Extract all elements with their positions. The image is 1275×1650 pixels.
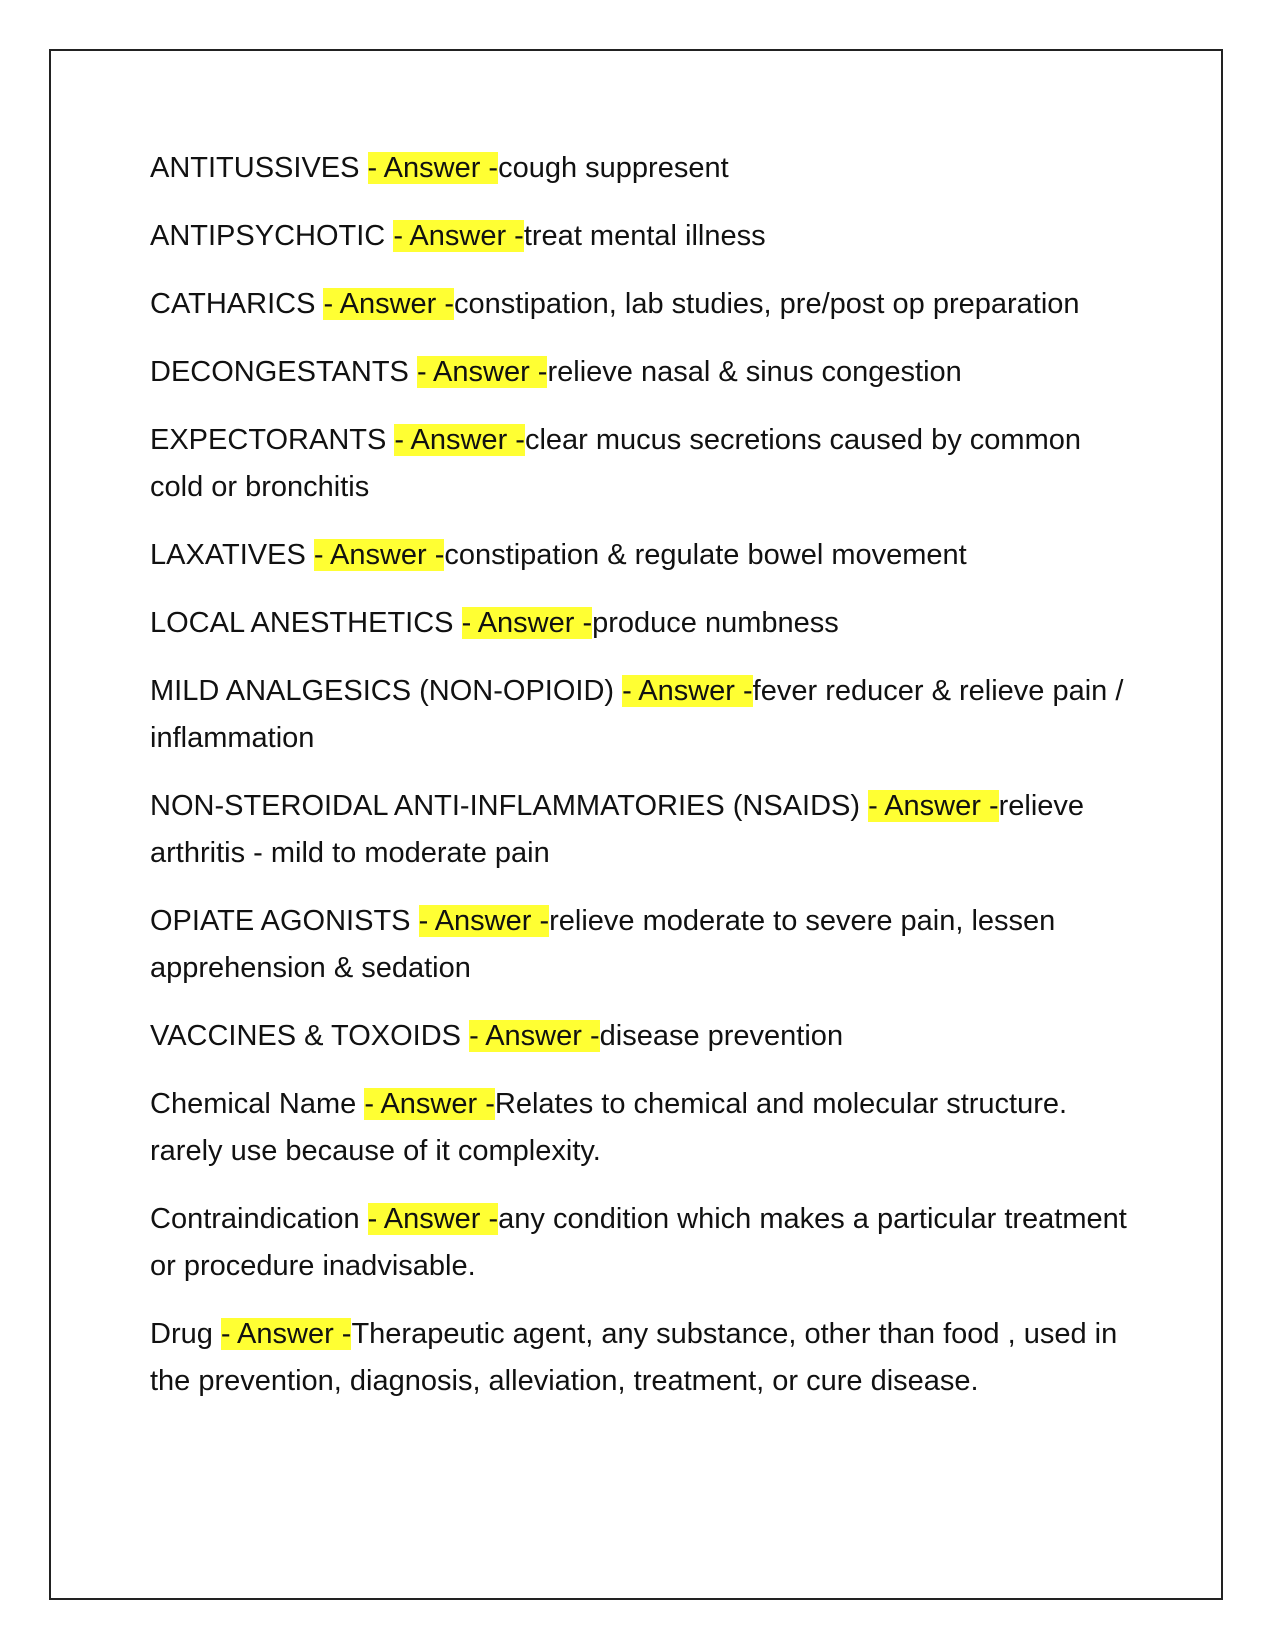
entry-term: Drug	[150, 1318, 221, 1350]
entry-nsaids	[150, 783, 1130, 877]
entry-definition: any condition which makes a particular treatment or procedure inadvisable.	[150, 1203, 1127, 1282]
entry-term: LOCAL ANESTHETICS	[150, 607, 462, 639]
entry-antipsychotic	[150, 213, 1130, 260]
entry-definition: relieve nasal & sinus congestion	[547, 356, 962, 388]
answer-highlight: - Answer -	[323, 288, 455, 320]
answer-highlight: - Answer -	[622, 675, 753, 707]
entry-definition: relieve moderate to severe pain, lessen apprehension & sedation	[150, 905, 1056, 984]
answer-highlight: - Answer -	[868, 790, 999, 822]
answer-highlight: - Answer -	[313, 539, 445, 571]
entry-definition: constipation & regulate bowel movement	[444, 539, 967, 571]
entry-definition: disease prevention	[599, 1020, 844, 1052]
entry-term: ANTITUSSIVES	[150, 152, 368, 184]
entry-term: CATHARICS	[150, 288, 324, 320]
entry-term: DECONGESTANTS	[150, 356, 417, 388]
flashcard-list	[150, 145, 1130, 1426]
entry-laxatives	[150, 532, 1130, 579]
entry-decongestants	[150, 349, 1130, 396]
answer-highlight: - Answer -	[418, 905, 550, 937]
entry-term: Chemical Name	[150, 1088, 365, 1120]
answer-highlight: - Answer -	[461, 607, 593, 639]
entry-contraindication	[150, 1196, 1130, 1290]
entry-expectorants	[150, 417, 1130, 511]
answer-highlight: - Answer -	[416, 356, 548, 388]
entry-term: LAXATIVES	[150, 539, 314, 571]
entry-drug	[150, 1311, 1130, 1405]
entry-term: OPIATE AGONISTS	[150, 905, 419, 937]
entry-chemical-name	[150, 1081, 1130, 1175]
entry-definition: cough suppresent	[498, 152, 729, 184]
answer-highlight: - Answer -	[364, 1088, 495, 1120]
entry-term: NON-STEROIDAL ANTI-INFLAMMATORIES (NSAIDS)	[150, 790, 869, 822]
entry-term: EXPECTORANTS	[150, 424, 395, 456]
entry-definition: Relates to chemical and molecular structure. rarely use because of it complexity.	[150, 1088, 1068, 1167]
entry-term: Contraindication	[150, 1203, 368, 1235]
entry-local-anesthetics	[150, 600, 1130, 647]
entry-definition: Therapeutic agent, any substance, other than food , used in the prevention, diagnosis, alleviation, treatment, or cure disease.	[150, 1318, 1118, 1397]
answer-highlight: - Answer -	[469, 1020, 600, 1052]
entry-term: MILD ANALGESICS (NON-OPIOID)	[150, 675, 623, 707]
entry-definition: fever reducer & relieve pain / inflammation	[150, 675, 1124, 754]
entry-definition: clear mucus secretions caused by common cold or bronchitis	[150, 424, 1082, 503]
entry-term: ANTIPSYCHOTIC	[150, 220, 394, 252]
entry-term: VACCINES & TOXOIDS	[150, 1020, 470, 1052]
entry-definition: treat mental illness	[523, 220, 766, 252]
answer-highlight: - Answer -	[220, 1318, 352, 1350]
entry-antitussives	[150, 145, 1130, 192]
entry-vaccines-toxoids	[150, 1013, 1130, 1060]
answer-highlight: - Answer -	[367, 152, 499, 184]
answer-highlight: - Answer -	[394, 424, 525, 456]
answer-highlight: - Answer -	[367, 1203, 499, 1235]
entry-mild-analgesics	[150, 668, 1130, 762]
entry-definition: produce numbness	[592, 607, 839, 639]
entry-catharics	[150, 281, 1130, 328]
answer-highlight: - Answer -	[393, 220, 524, 252]
entry-definition: relieve arthritis - mild to moderate pain	[150, 790, 1085, 869]
entry-definition: constipation, lab studies, pre/post op preparation	[454, 288, 1080, 320]
entry-opiate-agonists	[150, 898, 1130, 992]
